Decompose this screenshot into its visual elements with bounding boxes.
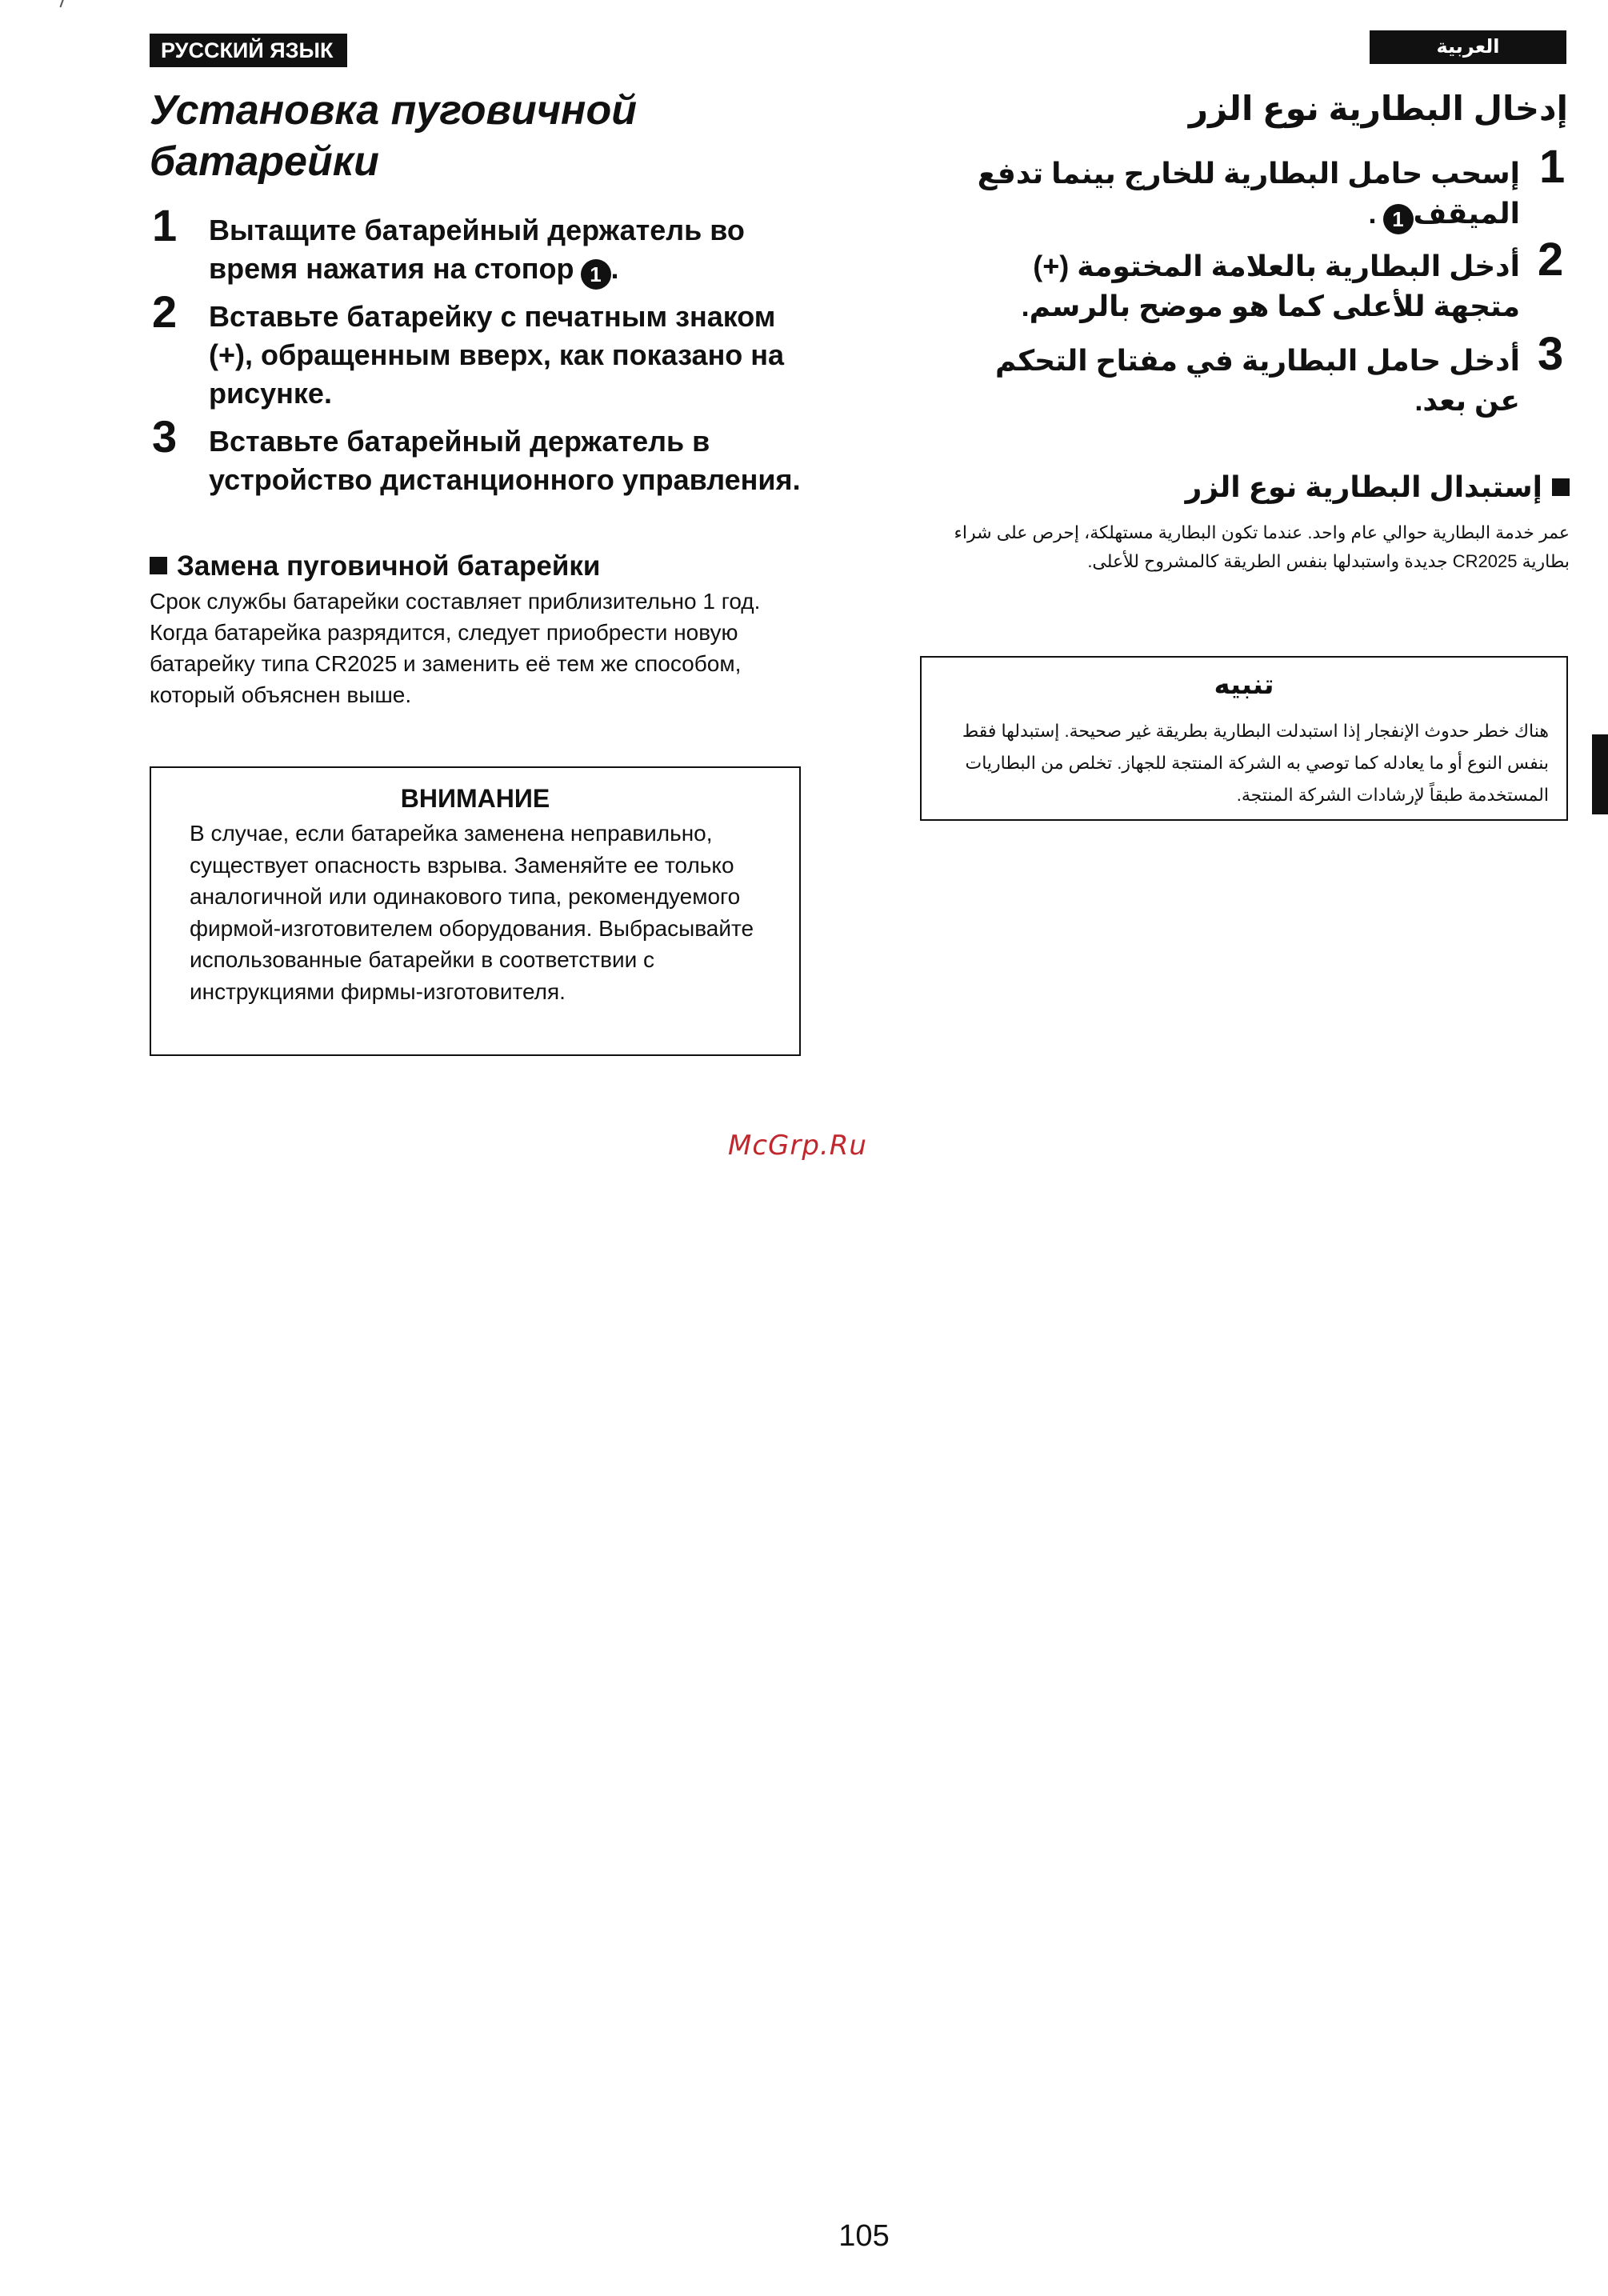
step-text: أدخل البطارية بالعلامة المختومة (+) متجهة للأعلى كما هو موضح بالرسم. [1021,250,1520,322]
language-tag-arabic: العربية [1370,30,1566,64]
step-text-end: . [1368,197,1377,230]
section-heading-text: Замена пуговичной батарейки [177,550,601,582]
step-text-body: Вытащите батарейный держатель во время нажатия на стопор [209,214,745,285]
warning-box-russian [150,766,801,1056]
warning-box-arabic [920,656,1568,821]
step-number: 2 [152,286,178,337]
section-body-arabic: عمر خدمة البطارية حوالي عام واحد. عندما تكون البطارية مستهلكة، إحرص على شراء بطارية CR2025 جديدة واستبدلها بنفس الطريقة كالمشروح للأعلى. [954,522,1570,571]
step-number: 3 [152,411,178,462]
callout-number-icon: 1 [581,259,611,290]
warning-body: هناك خطر حدوث الإنفجار إذا استبدلت البطارية بطريقة غير صحيحة. إستبدلها فقط بنفس النوع أو ما يعادله كما توصي به الشركة المنتجة للجهاز. تخلص من البطاريات المستخدمة طبقاً لإرشادات الشركة المنتجة. [962,721,1549,805]
step-number: 2 [1538,234,1564,286]
step-text: Вставьте батарейный держатель в устройство дистанционного управления. [209,425,801,496]
callout-number-icon: 1 [1383,204,1414,234]
corner-mark [59,0,66,9]
step-text-end: . [610,252,619,285]
warning-body: В случае, если батарейка заменена неправильно, существует опасность взрыва. Заменяйте ее только аналогичной или одинакового типа, рекомендуемого фирмой-изготовителем оборудования. Выбрасывайте использованные батарейки в соответствии с инструкциями фирмы-изготовителя. [190,821,754,1004]
watermark: McGrp.Ru [728,1130,867,1162]
step-number: 3 [1538,328,1564,380]
page-title-russian: Установка пуговичной батарейки [150,87,637,185]
section-heading-text: إستبدال البطارية نوع الزر [1185,470,1542,503]
step-text: Вставьте батарейку с печатным знаком (+), обращенным вверх, как показано на рисунке. [209,300,785,410]
warning-title: ВНИМАНИЕ [400,784,550,813]
step-number: 1 [1539,141,1566,193]
square-bullet-icon [150,557,167,574]
warning-title: تنبيه [1214,670,1274,700]
language-tag-russian: РУССКИЙ ЯЗЫК [150,34,347,67]
step-number: 1 [152,200,178,250]
section-heading-russian [150,549,600,584]
section-heading-arabic [1120,467,1570,507]
section-body-russian: Срок службы батарейки составляет приблизительно 1 год. Когда батарейка разрядится, следует приобрести новую батарейку типа CR2025 и заменить её тем же способом, который объяснен выше. [150,589,761,707]
page-title-arabic: إدخال البطارية نوع الزر [1188,90,1568,127]
square-bullet-icon [1552,478,1570,496]
step-text: أدخل حامل البطارية في مفتاح التحكم عن بعد. [994,344,1520,417]
step-text-body: إسحب حامل البطارية للخارج بينما تدفع الميقف [977,157,1520,230]
side-tab-marker [1592,734,1608,814]
page-number: 105 [838,2219,890,2253]
step-text [956,154,1520,234]
step-text [209,211,801,290]
